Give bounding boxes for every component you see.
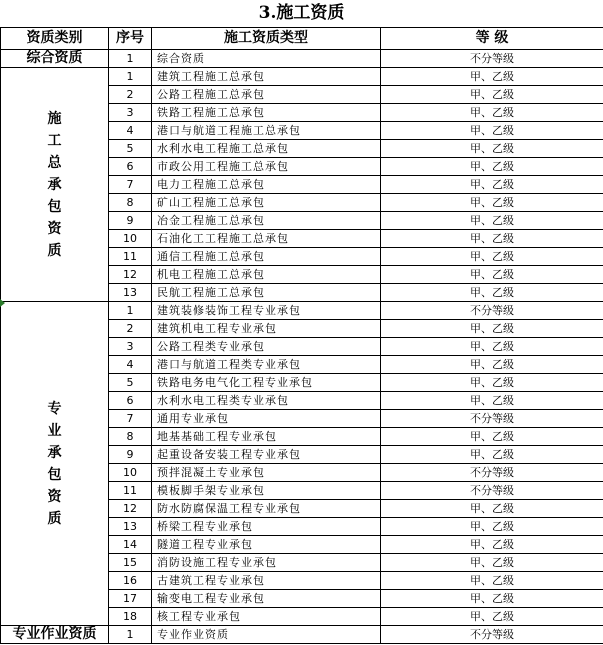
qualification-type: 地基基础工程专业承包: [152, 428, 381, 446]
qualification-grade: 不分等级: [381, 50, 603, 68]
qualification-type: 电力工程施工总承包: [152, 176, 381, 194]
qualification-type: 水利水电工程类专业承包: [152, 392, 381, 410]
qualification-grade: 甲、乙级: [381, 122, 603, 140]
row-number: 3: [109, 338, 152, 356]
qualification-grade: 甲、乙级: [381, 392, 603, 410]
qualification-type: 市政公用工程施工总承包: [152, 158, 381, 176]
row-number: 6: [109, 392, 152, 410]
qualification-grade: 甲、乙级: [381, 68, 603, 86]
row-number: 3: [109, 104, 152, 122]
row-number: 9: [109, 212, 152, 230]
row-number: 7: [109, 176, 152, 194]
row-number: 1: [109, 68, 152, 86]
qualification-grade: 甲、乙级: [381, 212, 603, 230]
qualification-type: 港口与航道工程类专业承包: [152, 356, 381, 374]
row-number: 5: [109, 140, 152, 158]
qualification-type: 铁路电务电气化工程专业承包: [152, 374, 381, 392]
header-category: 资质类别: [1, 28, 109, 50]
row-number: 13: [109, 284, 152, 302]
row-number: 12: [109, 266, 152, 284]
qualification-type: 机电工程施工总承包: [152, 266, 381, 284]
header-type: 施工资质类型: [152, 28, 381, 50]
qualification-grade: 甲、乙级: [381, 266, 603, 284]
qualification-grade: 甲、乙级: [381, 104, 603, 122]
category-cell: 综合资质: [1, 50, 109, 68]
category-cell: 专 业 承 包 资 质: [1, 302, 109, 626]
qualification-type: 建筑工程施工总承包: [152, 68, 381, 86]
qualification-grade: 甲、乙级: [381, 338, 603, 356]
qualification-type: 石油化工工程施工总承包: [152, 230, 381, 248]
category-cell: 专业作业资质: [1, 626, 109, 644]
qualification-type: 核工程专业承包: [152, 608, 381, 626]
qualification-type: 民航工程施工总承包: [152, 284, 381, 302]
qualification-grade: 甲、乙级: [381, 176, 603, 194]
qualification-type: 矿山工程施工总承包: [152, 194, 381, 212]
header-no: 序号: [109, 28, 152, 50]
qualification-type: 隧道工程专业承包: [152, 536, 381, 554]
qualification-type: 综合资质: [152, 50, 381, 68]
qualification-type: 通用专业承包: [152, 410, 381, 428]
row-number: 17: [109, 590, 152, 608]
row-number: 8: [109, 194, 152, 212]
qualification-grade: 不分等级: [381, 302, 603, 320]
qualification-grade: 甲、乙级: [381, 320, 603, 338]
row-number: 1: [109, 302, 152, 320]
qualification-grade: 甲、乙级: [381, 158, 603, 176]
qualification-grade: 甲、乙级: [381, 446, 603, 464]
row-number: 15: [109, 554, 152, 572]
qualification-grade: 甲、乙级: [381, 554, 603, 572]
qualification-grade: 甲、乙级: [381, 230, 603, 248]
row-number: 10: [109, 230, 152, 248]
row-number: 13: [109, 518, 152, 536]
row-number: 7: [109, 410, 152, 428]
qualification-type: 模板脚手架专业承包: [152, 482, 381, 500]
qualification-type: 起重设备安装工程专业承包: [152, 446, 381, 464]
qualification-type: 建筑机电工程专业承包: [152, 320, 381, 338]
category-cell: 施 工 总 承 包 资 质: [1, 68, 109, 302]
qualification-type: 桥梁工程专业承包: [152, 518, 381, 536]
qualification-type: 水利水电工程施工总承包: [152, 140, 381, 158]
qualification-type: 公路工程施工总承包: [152, 86, 381, 104]
row-marker-icon: [0, 299, 5, 307]
qualification-grade: 甲、乙级: [381, 374, 603, 392]
qualification-table: [0, 27, 603, 644]
qualification-grade: 甲、乙级: [381, 284, 603, 302]
qualification-grade: 甲、乙级: [381, 536, 603, 554]
row-number: 2: [109, 86, 152, 104]
qualification-type: 防水防腐保温工程专业承包: [152, 500, 381, 518]
qualification-grade: 不分等级: [381, 482, 603, 500]
qualification-type: 公路工程类专业承包: [152, 338, 381, 356]
qualification-type: 专业作业资质: [152, 626, 381, 644]
qualification-grade: 甲、乙级: [381, 590, 603, 608]
qualification-grade: 甲、乙级: [381, 86, 603, 104]
qualification-type: 港口与航道工程施工总承包: [152, 122, 381, 140]
table-row: [1, 68, 603, 86]
row-number: 12: [109, 500, 152, 518]
row-number: 1: [109, 626, 152, 644]
table-row: [1, 302, 603, 320]
qualification-grade: 甲、乙级: [381, 356, 603, 374]
row-number: 11: [109, 248, 152, 266]
qualification-grade: 甲、乙级: [381, 140, 603, 158]
qualification-type: 古建筑工程专业承包: [152, 572, 381, 590]
qualification-grade: 甲、乙级: [381, 428, 603, 446]
row-number: 2: [109, 320, 152, 338]
qualification-grade: 甲、乙级: [381, 194, 603, 212]
header-grade: 等 级: [381, 28, 603, 50]
qualification-type: 冶金工程施工总承包: [152, 212, 381, 230]
document-title: 3.施工资质: [258, 3, 345, 23]
header-row: [1, 28, 603, 50]
row-number: 14: [109, 536, 152, 554]
qualification-grade: 不分等级: [381, 626, 603, 644]
qualification-type: 预拌混凝土专业承包: [152, 464, 381, 482]
qualification-type: 铁路工程施工总承包: [152, 104, 381, 122]
qualification-grade: 甲、乙级: [381, 500, 603, 518]
row-number: 4: [109, 356, 152, 374]
qualification-grade: 不分等级: [381, 410, 603, 428]
qualification-type: 通信工程施工总承包: [152, 248, 381, 266]
row-number: 8: [109, 428, 152, 446]
qualification-grade: 甲、乙级: [381, 608, 603, 626]
row-number: 5: [109, 374, 152, 392]
qualification-grade: 不分等级: [381, 464, 603, 482]
row-number: 9: [109, 446, 152, 464]
row-number: 10: [109, 464, 152, 482]
row-number: 1: [109, 50, 152, 68]
table-row: [1, 626, 603, 644]
qualification-grade: 甲、乙级: [381, 518, 603, 536]
row-number: 11: [109, 482, 152, 500]
table-row: [1, 50, 603, 68]
qualification-type: 建筑装修装饰工程专业承包: [152, 302, 381, 320]
row-number: 16: [109, 572, 152, 590]
qualification-grade: 甲、乙级: [381, 248, 603, 266]
row-number: 6: [109, 158, 152, 176]
qualification-type: 输变电工程专业承包: [152, 590, 381, 608]
qualification-type: 消防设施工程专业承包: [152, 554, 381, 572]
qualification-grade: 甲、乙级: [381, 572, 603, 590]
row-number: 4: [109, 122, 152, 140]
row-number: 18: [109, 608, 152, 626]
